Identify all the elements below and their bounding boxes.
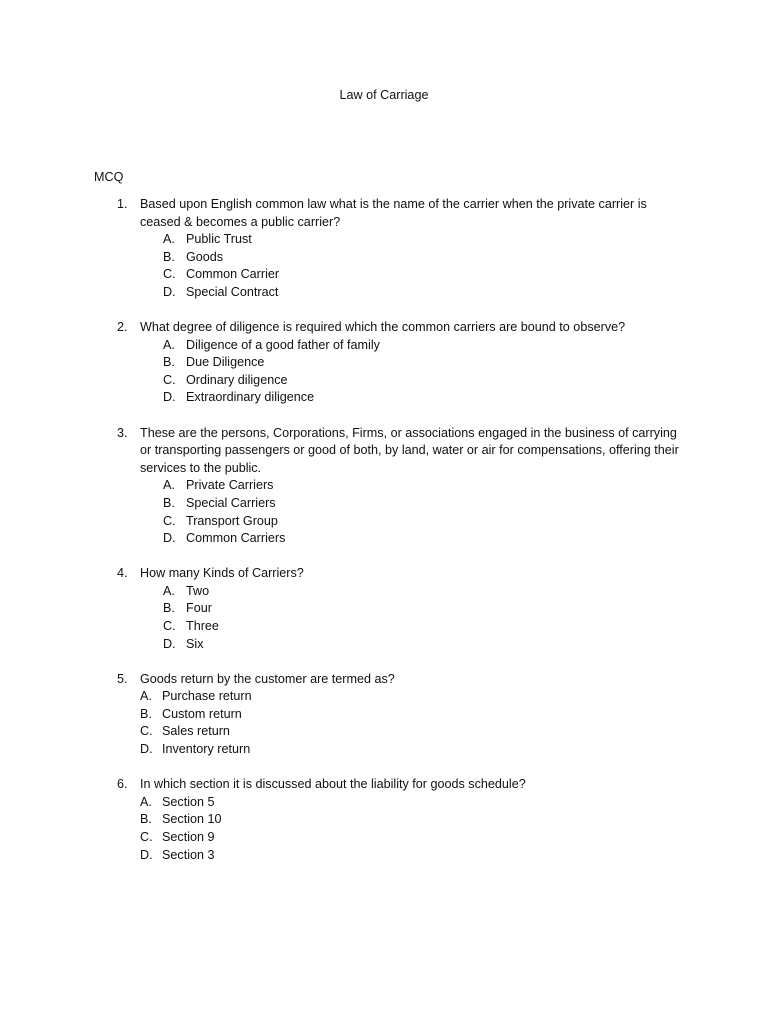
option-text: Private Carriers — [186, 478, 274, 493]
option-text: Diligence of a good father of family — [186, 337, 380, 352]
option-text: Purchase return — [162, 689, 252, 704]
option-text: Custom return — [162, 706, 242, 721]
question-item — [0, 196, 768, 302]
option-item — [0, 477, 768, 495]
option-text: Two — [186, 583, 210, 598]
option-item — [0, 794, 768, 812]
question-number: 6. — [117, 777, 128, 792]
question-number: 5. — [117, 671, 128, 686]
question-text: These are the persons, Corporations, Firms, or associations engaged in the business of carrying or transporting passengers or good of both, by land, water or air for compensations, offering their services to the public. — [140, 425, 679, 475]
option-letter: C. — [163, 372, 176, 387]
option-letter: D. — [140, 847, 153, 862]
option-letter: C. — [163, 267, 176, 282]
option-list — [0, 231, 768, 301]
option-item — [0, 811, 768, 829]
option-text: Section 5 — [162, 794, 215, 809]
option-text: Common Carriers — [186, 531, 286, 546]
option-text: Ordinary diligence — [186, 372, 288, 387]
question-item — [0, 565, 768, 653]
question-item — [0, 425, 768, 548]
option-list — [0, 477, 768, 547]
option-letter: C. — [163, 513, 176, 528]
option-text: Sales return — [162, 724, 230, 739]
option-text: Section 10 — [162, 812, 222, 827]
option-item — [0, 231, 768, 249]
option-letter: D. — [163, 636, 176, 651]
question-text: In which section it is discussed about the liability for goods schedule? — [140, 777, 526, 792]
option-item — [0, 530, 768, 548]
option-item — [0, 741, 768, 759]
option-item — [0, 389, 768, 407]
option-letter: B. — [163, 249, 175, 264]
option-letter: B. — [163, 355, 175, 370]
option-list — [0, 337, 768, 407]
option-item — [0, 583, 768, 601]
option-item — [0, 706, 768, 724]
question-text: How many Kinds of Carriers? — [140, 566, 304, 581]
option-letter: A. — [163, 337, 175, 352]
option-list — [0, 794, 768, 864]
option-item — [0, 372, 768, 390]
option-text: Special Contract — [186, 284, 279, 299]
option-item — [0, 513, 768, 531]
option-letter: C. — [163, 618, 176, 633]
option-item — [0, 600, 768, 618]
option-item — [0, 266, 768, 284]
question-list — [0, 196, 768, 882]
section-label: MCQ — [94, 170, 124, 184]
option-item — [0, 337, 768, 355]
option-letter: B. — [140, 812, 152, 827]
option-letter: D. — [163, 284, 176, 299]
option-item — [0, 723, 768, 741]
option-letter: D. — [163, 531, 176, 546]
option-item — [0, 354, 768, 372]
question-text: Based upon English common law what is the name of the carrier when the private carrier is ceased & becomes a public carrier? — [140, 197, 647, 229]
option-item — [0, 249, 768, 267]
question-text: Goods return by the customer are termed as? — [140, 671, 395, 686]
option-letter: D. — [140, 742, 153, 757]
question-item — [0, 671, 768, 759]
option-text: Three — [186, 618, 219, 633]
option-letter: B. — [163, 601, 175, 616]
option-text: Extraordinary diligence — [186, 390, 315, 405]
option-letter: D. — [163, 390, 176, 405]
option-text: Four — [186, 601, 212, 616]
option-text: Public Trust — [186, 232, 252, 247]
option-list — [0, 583, 768, 653]
option-text: Inventory return — [162, 742, 251, 757]
option-item — [0, 284, 768, 302]
option-letter: C. — [140, 829, 153, 844]
question-number: 3. — [117, 425, 128, 440]
option-text: Goods — [186, 249, 224, 264]
option-letter: C. — [140, 724, 153, 739]
option-text: Six — [186, 636, 204, 651]
option-item — [0, 636, 768, 654]
option-letter: A. — [163, 583, 175, 598]
option-letter: B. — [163, 495, 175, 510]
option-text: Due Diligence — [186, 355, 265, 370]
option-item — [0, 618, 768, 636]
question-number: 2. — [117, 320, 128, 335]
option-text: Special Carriers — [186, 495, 276, 510]
question-item — [0, 776, 768, 864]
document-title: Law of Carriage — [339, 88, 429, 102]
option-letter: A. — [140, 794, 152, 809]
option-letter: A. — [163, 478, 175, 493]
option-text: Section 3 — [162, 847, 215, 862]
option-text: Common Carrier — [186, 267, 280, 282]
option-item — [0, 847, 768, 865]
option-item — [0, 688, 768, 706]
option-letter: A. — [163, 232, 175, 247]
option-item — [0, 495, 768, 513]
question-number: 1. — [117, 197, 128, 211]
question-item — [0, 319, 768, 407]
option-letter: B. — [140, 706, 152, 721]
question-text: What degree of diligence is required which the common carriers are bound to observe? — [140, 320, 626, 335]
option-letter: A. — [140, 689, 152, 704]
option-item — [0, 829, 768, 847]
option-text: Transport Group — [186, 513, 278, 528]
option-text: Section 9 — [162, 829, 215, 844]
option-list — [0, 688, 768, 758]
question-number: 4. — [117, 566, 128, 581]
